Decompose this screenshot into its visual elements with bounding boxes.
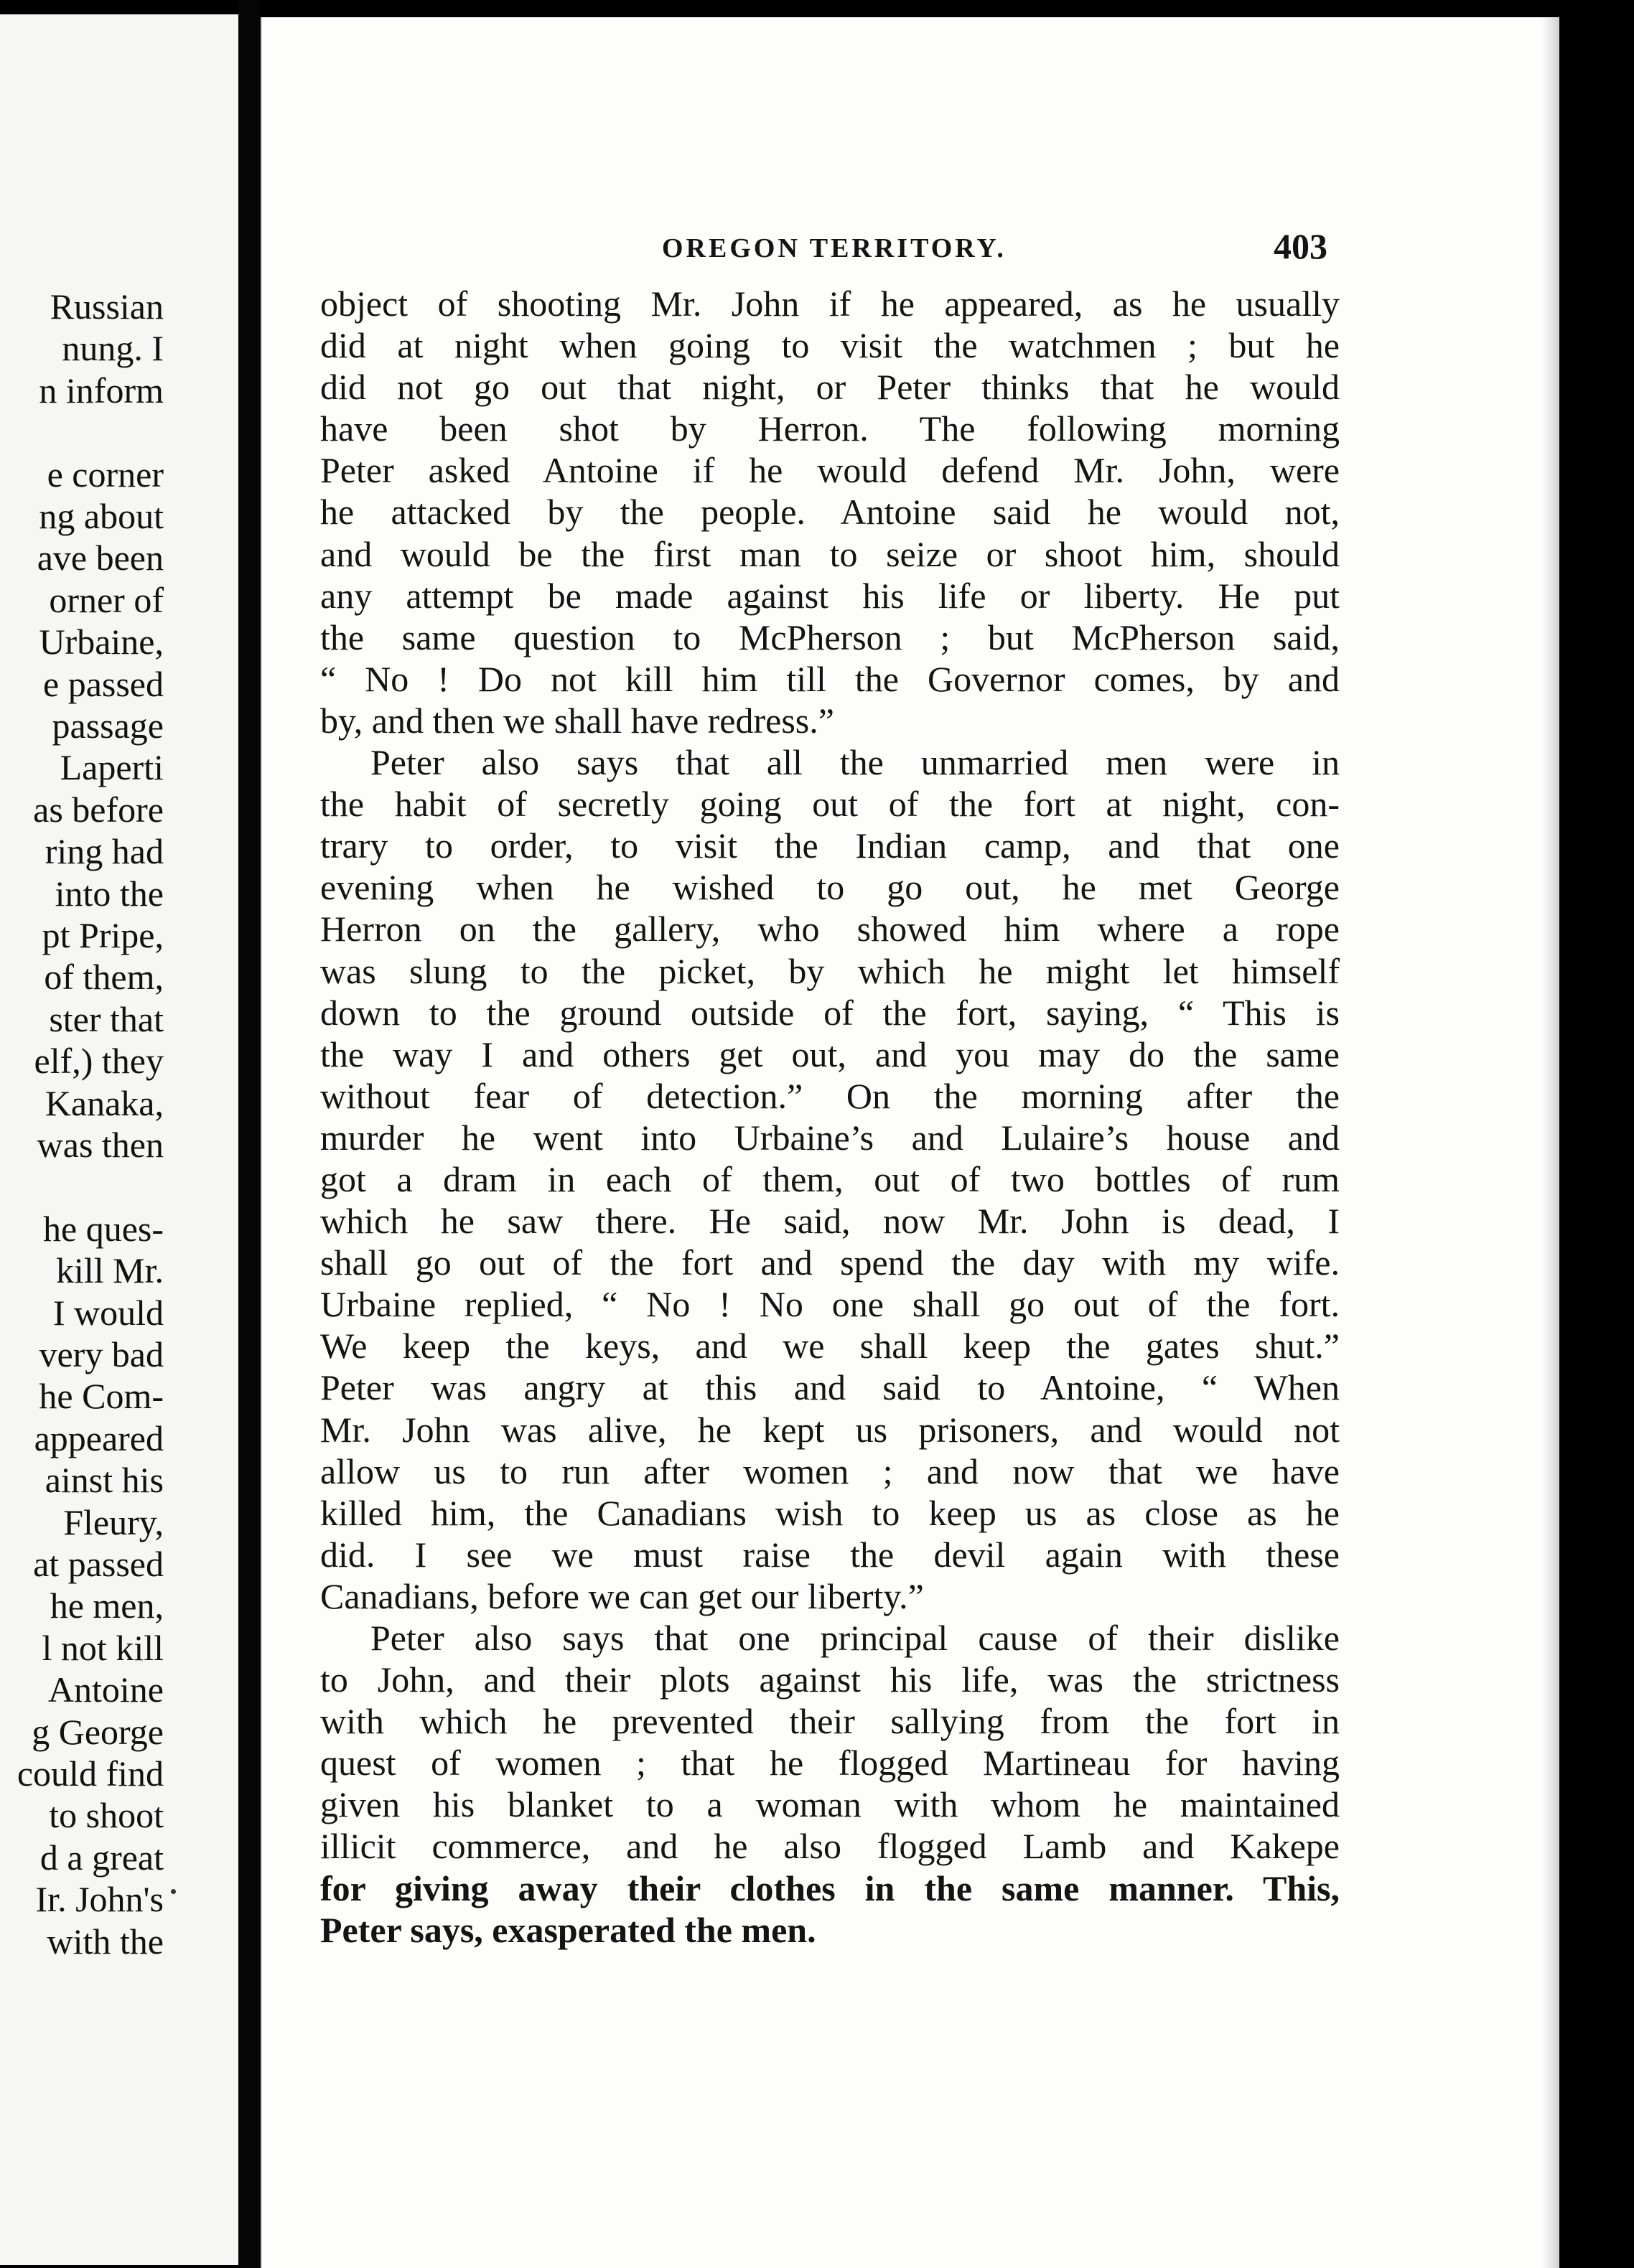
previous-page-line: with the (47, 1921, 164, 1962)
previous-page-line: he men, (50, 1585, 164, 1626)
body-line: without fear of detection.” On the morning after the (320, 1075, 1340, 1116)
previous-page-line: passage (52, 706, 164, 746)
previous-page-line: ainst his (45, 1460, 164, 1501)
previous-page-line: ave been (37, 538, 164, 578)
body-line: “ No ! Do not kill him till the Governor comes, by and (320, 658, 1340, 699)
body-line: Canadians, before we can get our liberty.” (320, 1575, 924, 1616)
page-number: 403 (1274, 226, 1327, 266)
body-line: to John, and their plots against his life, was the strictness (320, 1659, 1340, 1700)
body-line: quest of women ; that he flogged Martineau for having (320, 1743, 1340, 1784)
previous-page-line: of them, (44, 957, 164, 998)
previous-page-line: Ir. John's (35, 1879, 164, 1920)
page-edge-shadow (1542, 17, 1559, 2268)
body-text (320, 283, 1340, 1951)
body-line: Peter was angry at this and said to Antoine, “ When (320, 1367, 1340, 1408)
body-line: by, and then we shall have redress.” (320, 700, 834, 741)
previous-page-line: Antoine (47, 1669, 164, 1710)
body-line: any attempt be made against his life or liberty. He put (320, 575, 1340, 616)
previous-page-line: orner of (49, 579, 164, 620)
body-line: have been shot by Herron. The following morning (320, 408, 1340, 449)
previous-page-line: at passed (33, 1544, 164, 1584)
previous-page-line: Kanaka, (45, 1082, 164, 1123)
body-line: shall go out of the fort and spend the day with my wife. (320, 1242, 1340, 1283)
body-line: Mr. John was alive, he kept us prisoners, and would not (320, 1409, 1340, 1450)
previous-page-line: pt Pripe, (42, 915, 164, 955)
body-line: object of shooting Mr. John if he appeared, as he usually (320, 284, 1340, 324)
body-line: with which he prevented their sallying from the fort in (320, 1701, 1340, 1742)
previous-page-line: elf,) they (34, 1041, 164, 1082)
previous-page-line: ring had (45, 831, 164, 872)
body-line: he attacked by the people. Antoine said he would not, (320, 492, 1340, 533)
body-line: Peter says, exasperated the men. (320, 1909, 816, 1950)
previous-page-line: appeared (34, 1418, 164, 1458)
previous-page-line: ster that (49, 998, 164, 1039)
previous-page-line: very bad (39, 1334, 164, 1374)
body-line: and would be the first man to seize or shoot him, should (320, 533, 1340, 574)
body-line: did at night when going to visit the watchmen ; but he (320, 325, 1340, 366)
previous-page-strip (0, 14, 241, 2265)
body-line: killed him, the Canadians wish to keep us as close as he (320, 1492, 1340, 1533)
previous-page-line: e corner (47, 454, 164, 495)
body-line: down to the ground outside of the fort, saying, “ This is (320, 992, 1340, 1033)
body-line: got a dram in each of them, out of two bottles of rum (320, 1158, 1340, 1199)
previous-page-line: as before (33, 789, 164, 830)
previous-page-line: e passed (43, 663, 164, 704)
book-gutter (238, 0, 260, 2268)
previous-page-line: Russian (50, 286, 164, 327)
body-line: the way I and others get out, and you may do the same (320, 1034, 1340, 1074)
body-line: the habit of secretly going out of the fort at night, con- (320, 784, 1340, 825)
body-line: Peter also says that all the unmarried men were in (370, 742, 1340, 783)
previous-page-line: could find (17, 1753, 164, 1794)
previous-page-line: Urbaine, (39, 622, 164, 662)
body-line: evening when he wished to go out, he met George (320, 867, 1340, 908)
previous-page-line: l not kill (42, 1627, 164, 1668)
running-title: OREGON TERRITORY. (662, 233, 1007, 263)
previous-page-line: n inform (39, 370, 164, 411)
body-line: for giving away their clothes in the same manner. This, (320, 1868, 1340, 1908)
previous-page-line: he ques- (43, 1208, 164, 1249)
body-line: Peter asked Antoine if he would defend Mr. John, were (320, 450, 1340, 491)
previous-page-line: g George (32, 1711, 164, 1752)
ink-speck (171, 1889, 176, 1894)
previous-page-line: Laperti (60, 747, 164, 788)
body-line: did not go out that night, or Peter thinks that he would (320, 367, 1340, 408)
body-line: which he saw there. He said, now Mr. John is dead, I (320, 1201, 1340, 1242)
body-line: Herron on the gallery, who showed him where a rope (320, 909, 1340, 950)
previous-page-line: he Com- (39, 1376, 164, 1417)
current-page (260, 17, 1559, 2268)
body-line: Urbaine replied, “ No ! No one shall go out of the fort. (320, 1284, 1340, 1325)
body-line: given his blanket to a woman with whom he maintained (320, 1784, 1340, 1825)
body-line: We keep the keys, and we shall keep the gates shut.” (320, 1326, 1340, 1367)
previous-page-line: nung. I (62, 328, 164, 369)
previous-page-line: Fleury, (63, 1501, 164, 1542)
body-line: the same question to McPherson ; but McPherson said, (320, 617, 1340, 657)
body-line: allow us to run after women ; and now that we have (320, 1451, 1340, 1491)
body-line: murder he went into Urbaine’s and Lulaire’s house and (320, 1117, 1340, 1158)
previous-page-line: kill Mr. (55, 1250, 164, 1291)
previous-page-line: d a great (39, 1837, 164, 1878)
previous-page-line: into the (55, 873, 164, 914)
body-line: trary to order, to visit the Indian camp, and that one (320, 825, 1340, 866)
previous-page-line: to shoot (49, 1795, 164, 1836)
body-line: illicit commerce, and he also flogged Lamb and Kakepe (320, 1826, 1340, 1867)
previous-page-line: I would (52, 1292, 164, 1333)
previous-page-line: was then (37, 1125, 164, 1165)
body-line: Peter also says that one principal cause of their dislike (370, 1618, 1340, 1658)
previous-page-line: ng about (39, 496, 164, 536)
body-line: did. I see we must raise the devil again with these (320, 1534, 1340, 1575)
body-line: was slung to the picket, by which he might let himself (320, 950, 1340, 991)
